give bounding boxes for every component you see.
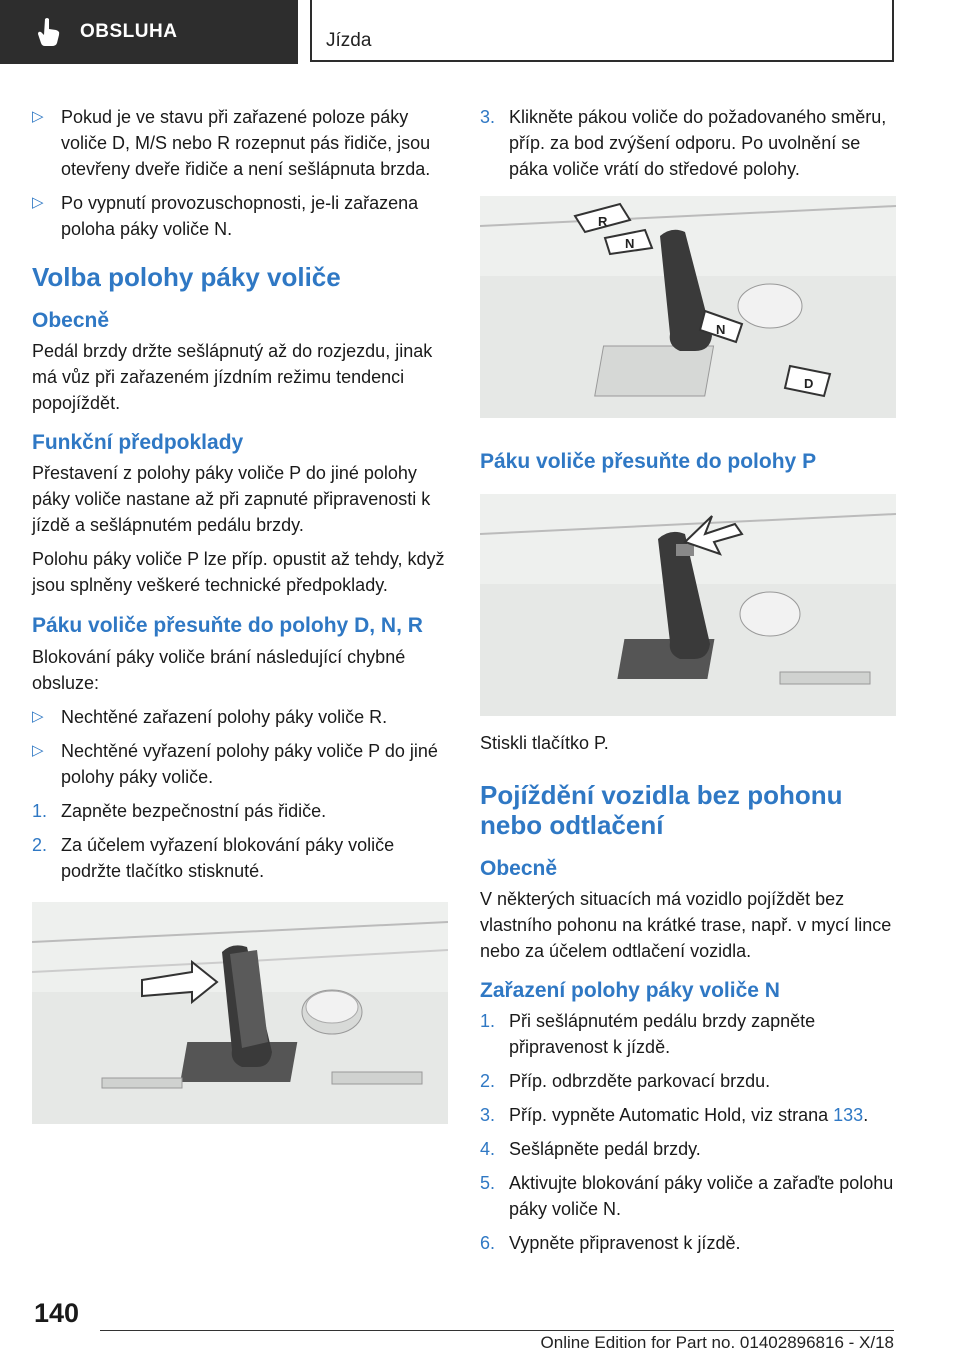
subsection-heading: Funkční předpoklady bbox=[32, 431, 244, 454]
step-number: 3. bbox=[480, 1105, 496, 1125]
subsection-heading: Páku voliče přesuňte do polohy D, N, R bbox=[32, 614, 423, 637]
footer-divider bbox=[100, 1330, 894, 1331]
list-item bbox=[32, 738, 448, 790]
page-number: 140 bbox=[34, 1298, 80, 1328]
paragraph: Přestavení z polohy páky voliče P do jiné polohy páky voliče nastane až při zapnuté připravenosti k jízdě a sešlápnutém pedálu brzdy. bbox=[32, 463, 431, 535]
list-item-text: Po vypnutí provozuschopnosti, je-li zařazena poloha páky voliče N. bbox=[61, 193, 419, 239]
step-number: 4. bbox=[480, 1139, 496, 1159]
step-text: Za účelem vyřazení blokování páky voliče podržte tlačítko stisknuté. bbox=[61, 835, 395, 881]
section-heading: Pojíždění vozidla bez pohonu nebo odtlačení bbox=[480, 780, 843, 840]
direction-label: N bbox=[625, 236, 635, 251]
step-text: Zapněte bezpečnostní pás řidiče. bbox=[61, 801, 327, 821]
subsection-heading: Obecně bbox=[32, 309, 110, 332]
step-text: Příp. odbrzděte parkovací brzdu. bbox=[509, 1071, 771, 1091]
step-text: Klikněte pákou voliče do požadovaného směru, příp. za bod zvýšení odporu. Po uvolnění se páka voliče vrátí do středové polohy. bbox=[509, 107, 887, 179]
footer-edition: Online Edition for Part no. 01402896816 - X/18 bbox=[540, 1333, 894, 1352]
direction-label: N bbox=[716, 322, 726, 337]
step-number: 1. bbox=[32, 801, 48, 821]
step-number: 2. bbox=[32, 835, 48, 855]
left-column bbox=[32, 104, 448, 1138]
step-number: 6. bbox=[480, 1233, 496, 1253]
step-text: Aktivujte blokování páky voliče a zařaďte polohu páky voliče N. bbox=[509, 1173, 894, 1219]
paragraph: Polohu páky voliče P lze příp. opustit až tehdy, když jsou splněny veškeré technické předpoklady. bbox=[32, 549, 445, 595]
section-tab bbox=[0, 0, 298, 64]
list-item-text: Nechtěné zařazení polohy páky voliče R. bbox=[61, 707, 388, 727]
step-number: 3. bbox=[480, 107, 496, 127]
list-item bbox=[32, 104, 448, 182]
right-column bbox=[480, 104, 894, 1264]
paragraph: V některých situacích má vozidlo pojíždět bez vlastního pohonu na krátké trase, např. v mycí lince nebo za účelem odtlačení vozidla. bbox=[480, 889, 892, 961]
subsection-heading: Zařazení polohy páky voliče N bbox=[480, 979, 780, 1002]
step-item bbox=[480, 104, 894, 182]
direction-label: D bbox=[804, 376, 814, 391]
step-text: Při sešlápnutém pedálu brzdy zapněte připravenost k jízdě. bbox=[509, 1011, 816, 1057]
chapter-title: Jízda bbox=[326, 30, 372, 51]
bullet-marker: ▷ bbox=[32, 742, 44, 759]
step-text: Vypněte připravenost k jízdě. bbox=[509, 1233, 741, 1253]
pointing-hand-icon bbox=[36, 17, 62, 47]
gear-lever-unlock-illustration bbox=[32, 902, 448, 1124]
step-text-tail: . bbox=[863, 1105, 869, 1125]
list-item bbox=[32, 704, 448, 730]
subsection-heading: Páku voliče přesuňte do polohy P bbox=[480, 450, 817, 473]
step-item bbox=[480, 1008, 894, 1060]
paragraph: Pedál brzdy držte sešlápnutý až do rozjezdu, jinak má vůz při zařazeném jízdním režimu tendenci popojíždět. bbox=[32, 341, 433, 413]
paragraph: Blokování páky voliče brání následující chybné obsluze: bbox=[32, 647, 406, 693]
step-item bbox=[480, 1170, 894, 1222]
step-item bbox=[32, 798, 448, 824]
page-reference-link[interactable]: 133 bbox=[833, 1105, 864, 1125]
gear-p-button-illustration bbox=[480, 494, 896, 716]
list-item-text: Nechtěné vyřazení polohy páky voliče P do jiné polohy páky voliče. bbox=[61, 741, 438, 787]
gear-direction-illustration bbox=[480, 196, 896, 418]
bullet-marker: ▷ bbox=[32, 194, 44, 211]
section-label: OBSLUHA bbox=[80, 21, 178, 42]
direction-label: R bbox=[598, 214, 608, 229]
section-heading: Volba polohy páky voliče bbox=[32, 262, 341, 292]
list-item-text: Pokud je ve stavu při zařazené poloze páky voliče D, M/S nebo R rozepnut pás řidiče, jsou otevřeny dveře řidiče a není sešlápnuta brzda. bbox=[61, 107, 431, 179]
step-text: Sešlápněte pedál brzdy. bbox=[509, 1139, 701, 1159]
step-item bbox=[480, 1068, 894, 1094]
chapter-header bbox=[310, 0, 894, 62]
step-item bbox=[480, 1230, 894, 1256]
step-text: Příp. vypněte Automatic Hold, viz strana bbox=[509, 1105, 834, 1125]
bullet-marker: ▷ bbox=[32, 108, 44, 125]
subsection-heading: Obecně bbox=[480, 857, 558, 880]
step-number: 1. bbox=[480, 1011, 496, 1031]
step-number: 5. bbox=[480, 1173, 496, 1193]
step-item bbox=[480, 1102, 894, 1128]
paragraph: Stiskli tlačítko P. bbox=[480, 733, 609, 753]
bullet-marker: ▷ bbox=[32, 708, 44, 725]
step-item bbox=[480, 1136, 894, 1162]
step-item bbox=[32, 832, 448, 884]
list-item bbox=[32, 190, 448, 242]
step-number: 2. bbox=[480, 1071, 496, 1091]
